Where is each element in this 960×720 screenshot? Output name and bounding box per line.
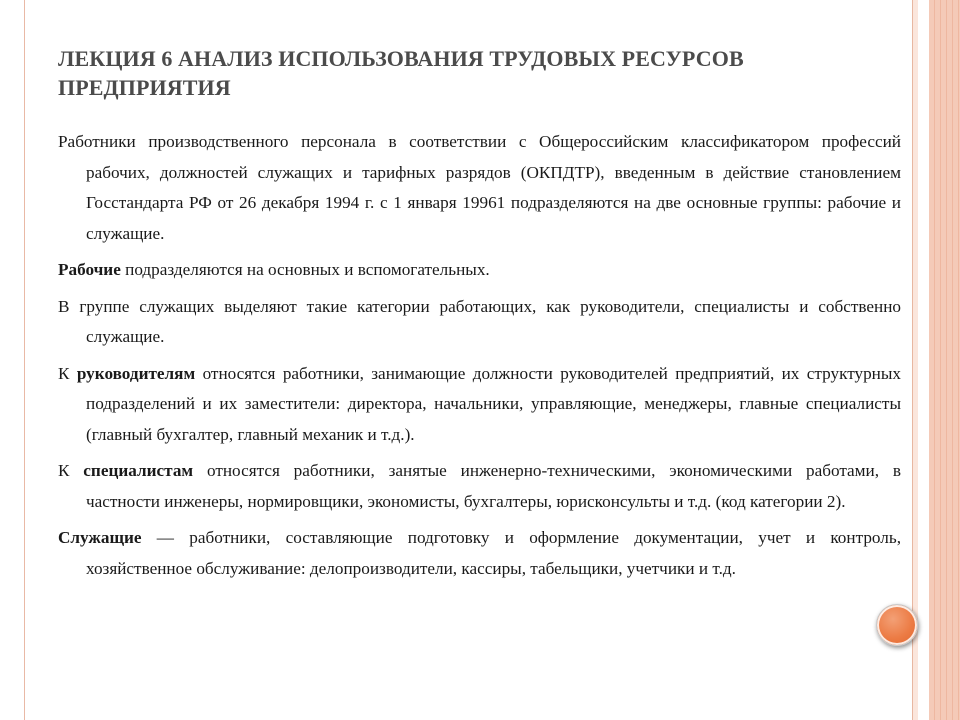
slide-title: ЛЕКЦИЯ 6 АНАЛИЗ ИСПОЛЬЗОВАНИЯ ТРУДОВЫХ РЕСУРСОВ ПРЕДПРИЯТИЯ [58, 46, 744, 100]
paragraph-3-text: В группе служащих выделяют такие категории работающих, как руководители, специалисты и собственно служащие. [58, 296, 901, 346]
paragraph-5-text: относятся работники, занятые инженерно-техническими, экономическими работами, в частности инженеры, нормировщики, экономисты, бухгалтеры, юрисконсульты и т.д. (код категории 2). [86, 461, 901, 511]
circle-icon [876, 604, 918, 646]
paragraph-2 [58, 255, 901, 286]
border-stripe-wide [929, 0, 960, 720]
slide-content [58, 127, 901, 590]
term-specialists: специалистам [83, 461, 194, 480]
paragraph-4-lead: К [58, 363, 77, 383]
paragraph-2-text: подразделяются на основных и вспомогательных. [120, 260, 490, 279]
paragraph-1 [58, 127, 901, 249]
paragraph-3 [58, 292, 901, 353]
decorative-right-border [912, 0, 960, 720]
paragraph-6 [58, 523, 901, 584]
term-workers: Рабочие [58, 260, 121, 279]
border-gap [918, 0, 929, 720]
left-divider [24, 0, 25, 720]
paragraph-4-text: относятся работники, занимающие должности руководителей предприятий, их структурных подразделений и их заместители: директора, начальники, управляющие, менеджеры, главные специалисты (главный бухгалтер, главный механик и т.д.). [86, 363, 902, 444]
paragraph-5 [58, 456, 901, 517]
term-managers: руководителям [76, 363, 196, 383]
paragraph-5-lead: К [58, 461, 84, 480]
term-employees: Служащие [58, 528, 142, 547]
paragraph-1-text: Работники производственного персонала в соответствии с Общероссийским классификатором профессий рабочих, должностей служащих и тарифных разрядов (ОКПДТР), введенным в действие становлением Госстандарта РФ от 26 декабря 1994 г. с 1 января 19961 подразделяются на две основные группы: рабочие и служащие. [58, 132, 901, 243]
paragraph-4 [58, 359, 901, 451]
paragraph-6-text: — работники, составляющие подготовку и оформление документации, учет и контроль, хозяйственное обслуживание: делопроизводители, кассиры, табельщики, учетчики и т.д. [86, 528, 901, 578]
